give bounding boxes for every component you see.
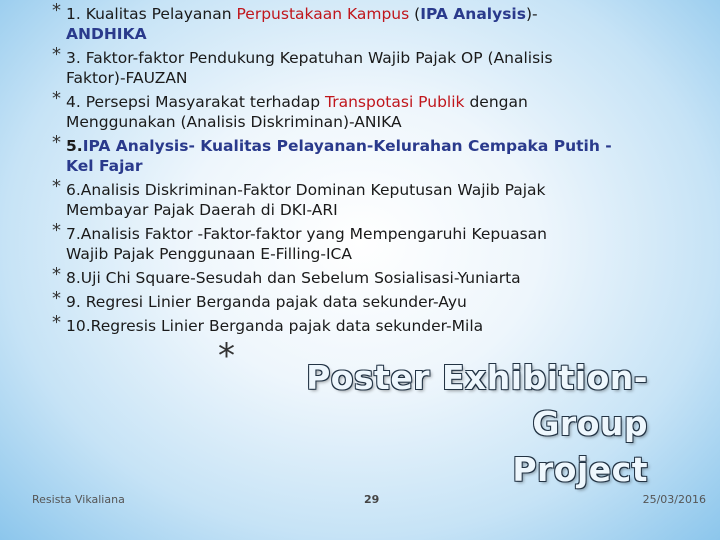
item-text: (: [409, 5, 421, 23]
item-highlight: Perpustakaan Kampus: [236, 5, 410, 23]
list-item: [30, 176, 670, 220]
list-item: [30, 132, 670, 176]
bullet-icon: *: [52, 312, 61, 333]
item-text: 4. Persepsi Masyarakat terhadap: [66, 93, 326, 111]
item-highlight: Transpotasi Publik: [325, 93, 465, 111]
item-text: )-: [525, 5, 538, 23]
bullet-icon: *: [52, 132, 61, 153]
item-text: 6.Analisis Diskriminan-Faktor Dominan Keputusan Wajib Pajak: [66, 181, 546, 199]
item-author: Kel Fajar: [66, 157, 143, 175]
item-highlight: IPA Analysis: [420, 5, 526, 23]
item-text: Membayar Pajak Daerah di DKI-ARI: [66, 201, 338, 219]
bullet-icon: *: [52, 264, 61, 285]
item-author: ANDHIKA: [66, 25, 147, 43]
item-text: 3. Faktor-faktor Pendukung Kepatuhan Wajib Pajak OP (Analisis: [66, 49, 553, 67]
item-text: dengan: [464, 93, 528, 111]
footer-author: Resista Vikaliana: [32, 493, 125, 506]
slide-title: [208, 355, 648, 493]
item-text: Menggunakan (Analisis Diskriminan)-ANIKA: [66, 113, 402, 131]
item-text: 5.: [66, 137, 83, 155]
topic-list: [30, 0, 670, 336]
item-text: 1. Kualitas Pelayanan: [66, 5, 237, 23]
bullet-icon: *: [52, 288, 61, 309]
list-item: [30, 312, 670, 336]
item-highlight: IPA Analysis- Kualitas Pelayanan-Kelurahan Cempaka Putih -: [82, 137, 612, 155]
list-item: [30, 220, 670, 264]
item-text: Wajib Pajak Penggunaan E-Filling-ICA: [66, 245, 352, 263]
bullet-icon: *: [52, 0, 61, 21]
item-text: 8.Uji Chi Square-Sesudah dan Sebelum Sosialisasi-Yuniarta: [66, 269, 521, 287]
title-bullet-icon: *: [218, 336, 235, 376]
title-line-2: Project: [512, 450, 648, 489]
list-item: [30, 0, 670, 44]
footer-date: 25/03/2016: [642, 493, 706, 506]
list-item: [30, 264, 670, 288]
item-text: 7.Analisis Faktor -Faktor-faktor yang Mempengaruhi Kepuasan: [66, 225, 547, 243]
bullet-icon: *: [52, 220, 61, 241]
list-item: [30, 44, 670, 88]
list-item: [30, 288, 670, 312]
bullet-icon: *: [52, 176, 61, 197]
bullet-icon: *: [52, 88, 61, 109]
list-item: [30, 88, 670, 132]
title-line-1: Poster Exhibition-Group: [306, 358, 648, 443]
item-text: 10.Regresis Linier Berganda pajak data sekunder-Mila: [66, 317, 484, 335]
item-text: Faktor)-FAUZAN: [66, 69, 188, 87]
item-text: 9. Regresi Linier Berganda pajak data sekunder-Ayu: [66, 293, 467, 311]
bullet-icon: *: [52, 44, 61, 65]
footer-page-number: 29: [364, 493, 380, 506]
